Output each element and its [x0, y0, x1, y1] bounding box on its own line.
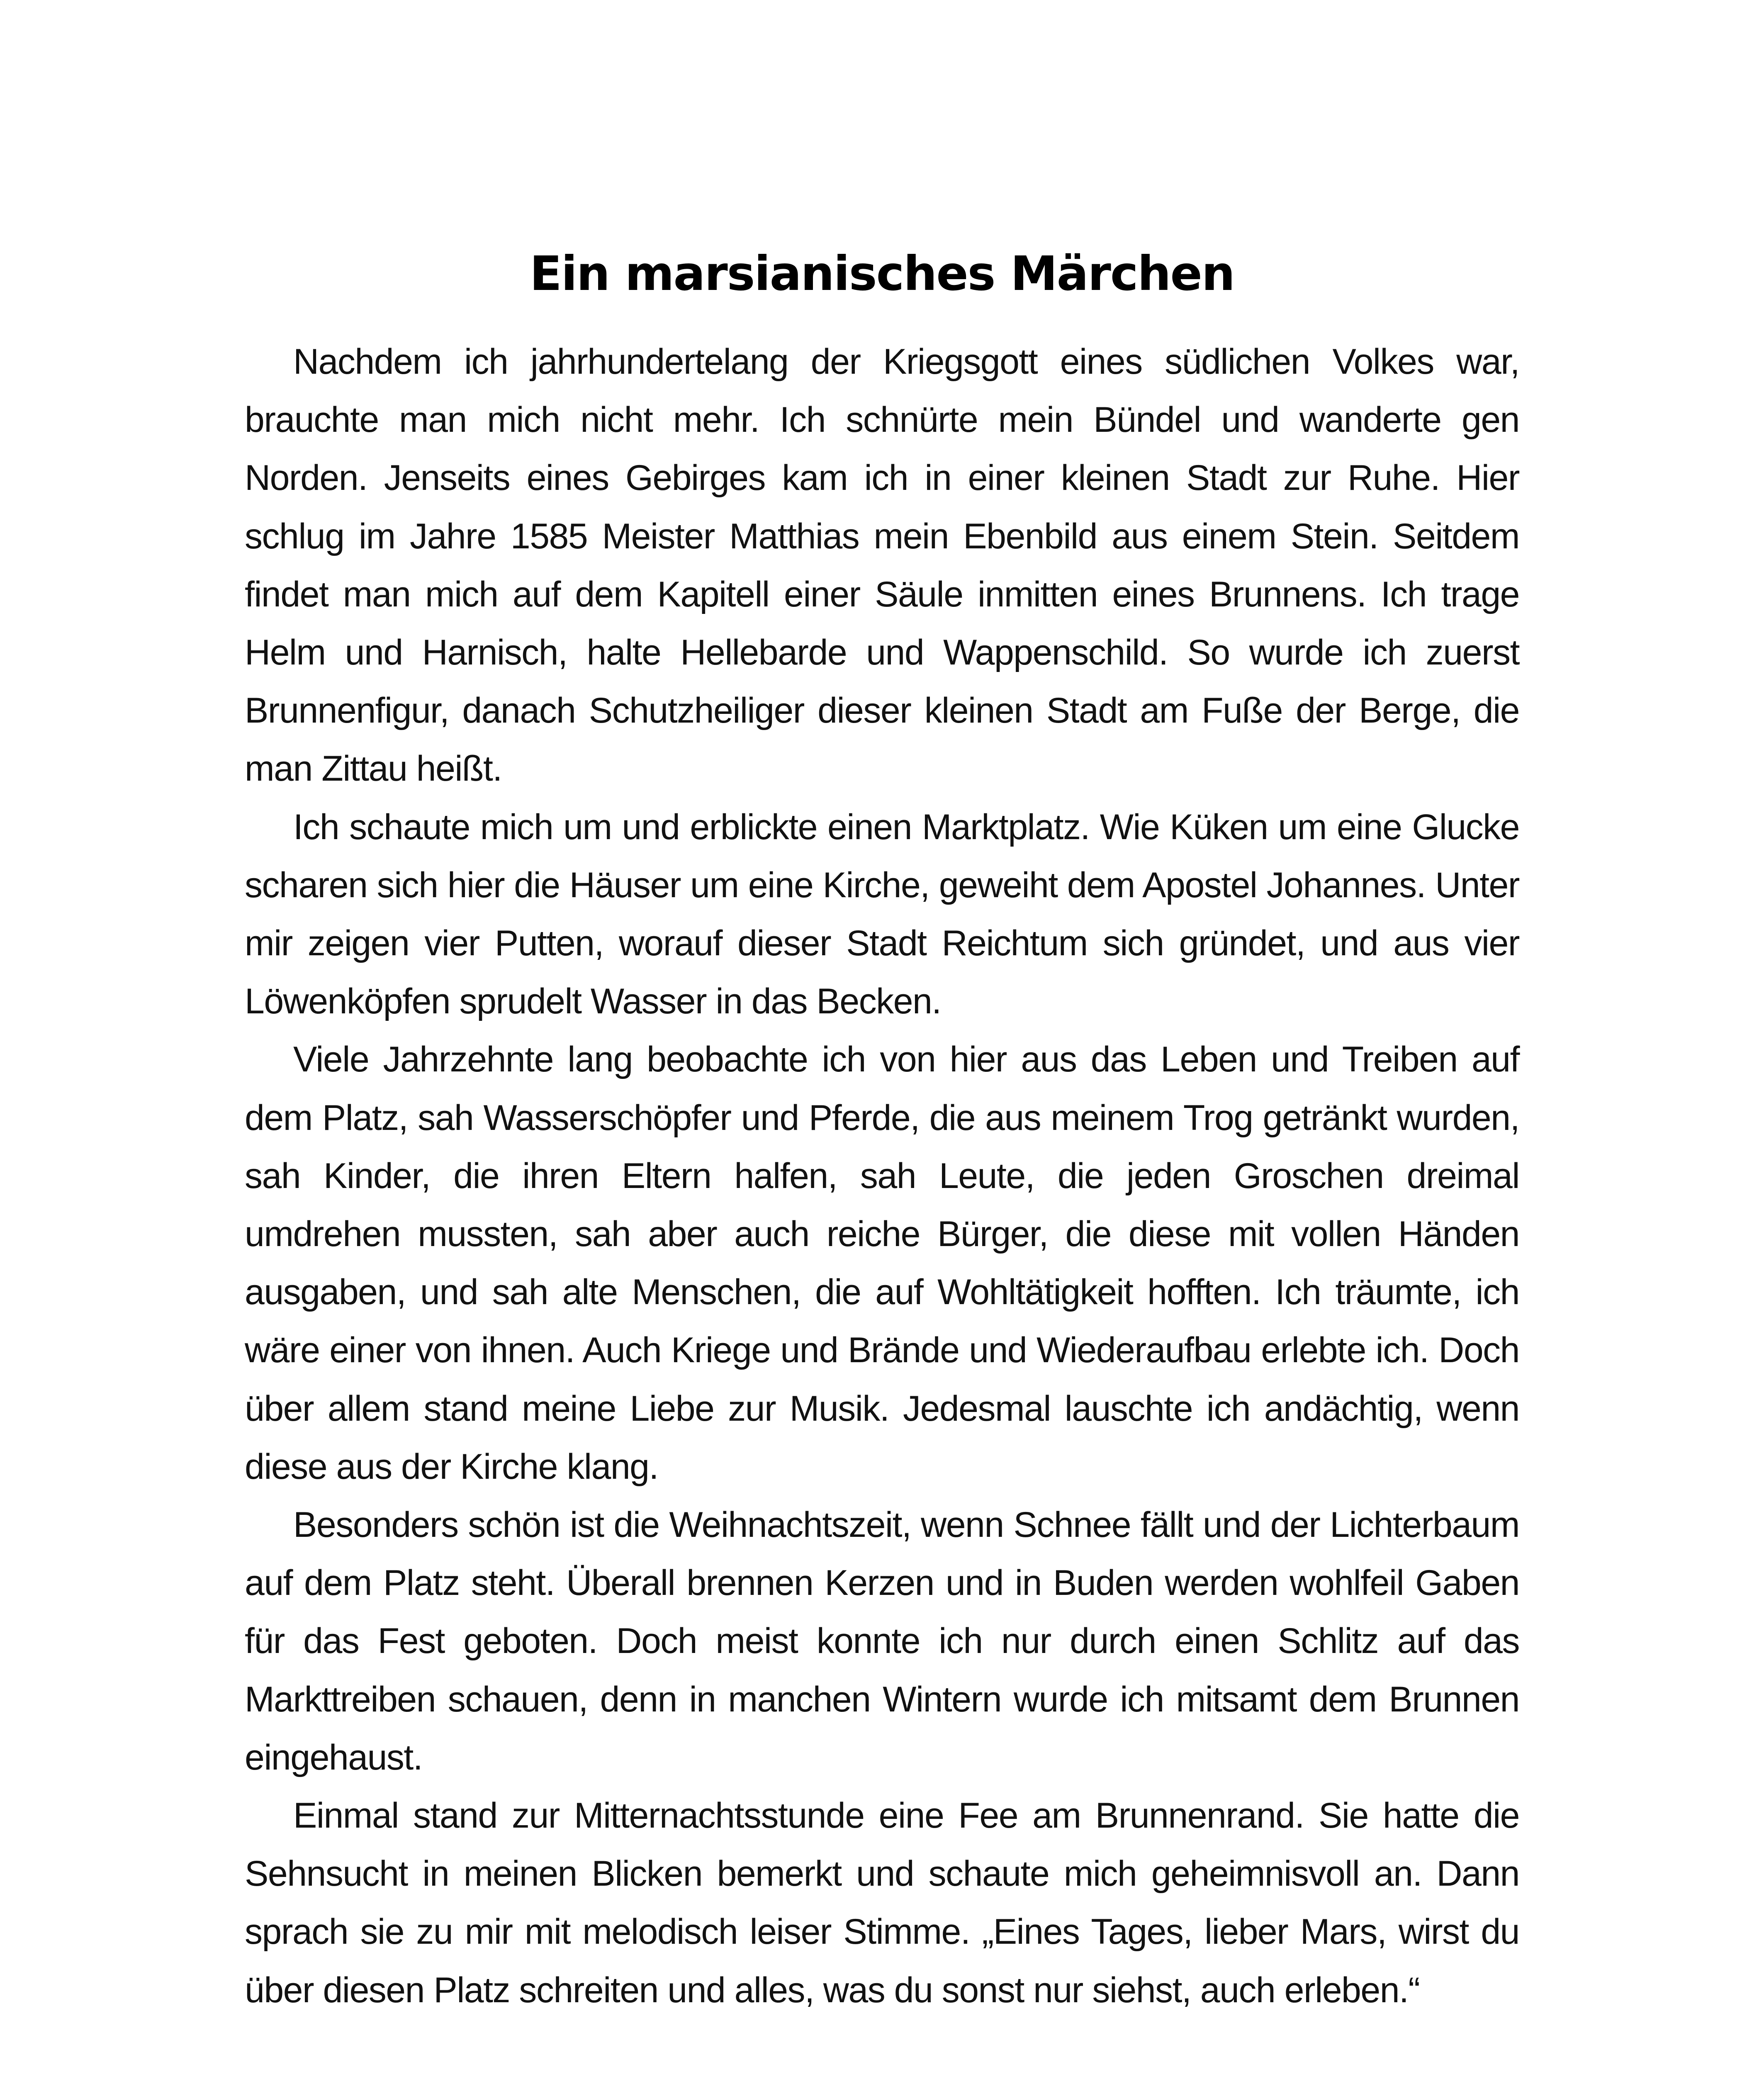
paragraph-5: Einmal stand zur Mitternachtsstunde eine Fee am Brunnenrand. Sie hatte die Sehnsucht in meinen Blicken bemerkt und schaute mich geheimnisvoll an. Dann sprach sie zu mir mit melodisch leiser Stimme. „Eines Tages, lieber Mars, wirst du über diesen Platz schreiten und alles, was du sonst nur siehst, auch erleben.“ — [245, 1796, 1519, 2010]
paragraph-1: Nachdem ich jahrhundertelang der Kriegsgott eines südlichen Volkes war, brauchte man mich nicht mehr. Ich schnürte mein Bündel und wanderte gen Norden. Jenseits eines Gebirges kam ich in einer kleinen Stadt zur Ruhe. Hier schlug im Jahre 1585 Meister Matthias mein Ebenbild aus einem Stein. Seitdem findet man mich auf dem Kapitell einer Säule inmitten eines Brunnens. Ich trage Helm und Harnisch, halte Hellebarde und Wappenschild. So wurde ich zuerst Brunnenfigur, danach Schutzheiliger dieser kleinen Stadt am Fuße der Berge, die man Zittau heißt. — [245, 342, 1519, 789]
paragraph-3: Viele Jahrzehnte lang beobachte ich von hier aus das Leben und Treiben auf dem Platz, sah Wasserschöpfer und Pferde, die aus meinem Trog getränkt wurden, sah Kinder, die ihren Eltern halfen, sah Leute, die jeden Groschen dreimal umdrehen mussten, sah aber auch reiche Bürger, die diese mit vollen Händen ausgaben, und sah alte Menschen, die auf Wohltätigkeit hofften. Ich träumte, ich wäre einer von ihnen. Auch Kriege und Brände und Wiederaufbau erlebte ich. Doch über allem stand meine Liebe zur Musik. Jedesmal lauschte ich andächtig, wenn diese aus der Kirche klang. — [245, 1039, 1519, 1487]
chapter-body — [245, 333, 1519, 2019]
paragraph-4: Besonders schön ist die Weihnachtszeit, wenn Schnee fällt und der Lichterbaum auf dem Platz steht. Überall brennen Kerzen und in Buden werden wohlfeil Gaben für das Fest geboten. Doch meist konnte ich nur durch einen Schlitz auf das Markttreiben schauen, denn in manchen Wintern wurde ich mitsamt dem Brunnen eingehaust. — [245, 1505, 1519, 1777]
chapter-title: Ein marsianisches Märchen — [529, 246, 1235, 301]
paragraph-2: Ich schaute mich um und erblickte einen Marktplatz. Wie Küken um eine Glucke scharen sich hier die Häuser um eine Kirche, geweiht dem Apostel Johannes. Unter mir zeigen vier Putten, worauf dieser Stadt Reichtum sich gründet, und aus vier Löwenköpfen sprudelt Wasser in das Becken. — [245, 807, 1519, 1022]
